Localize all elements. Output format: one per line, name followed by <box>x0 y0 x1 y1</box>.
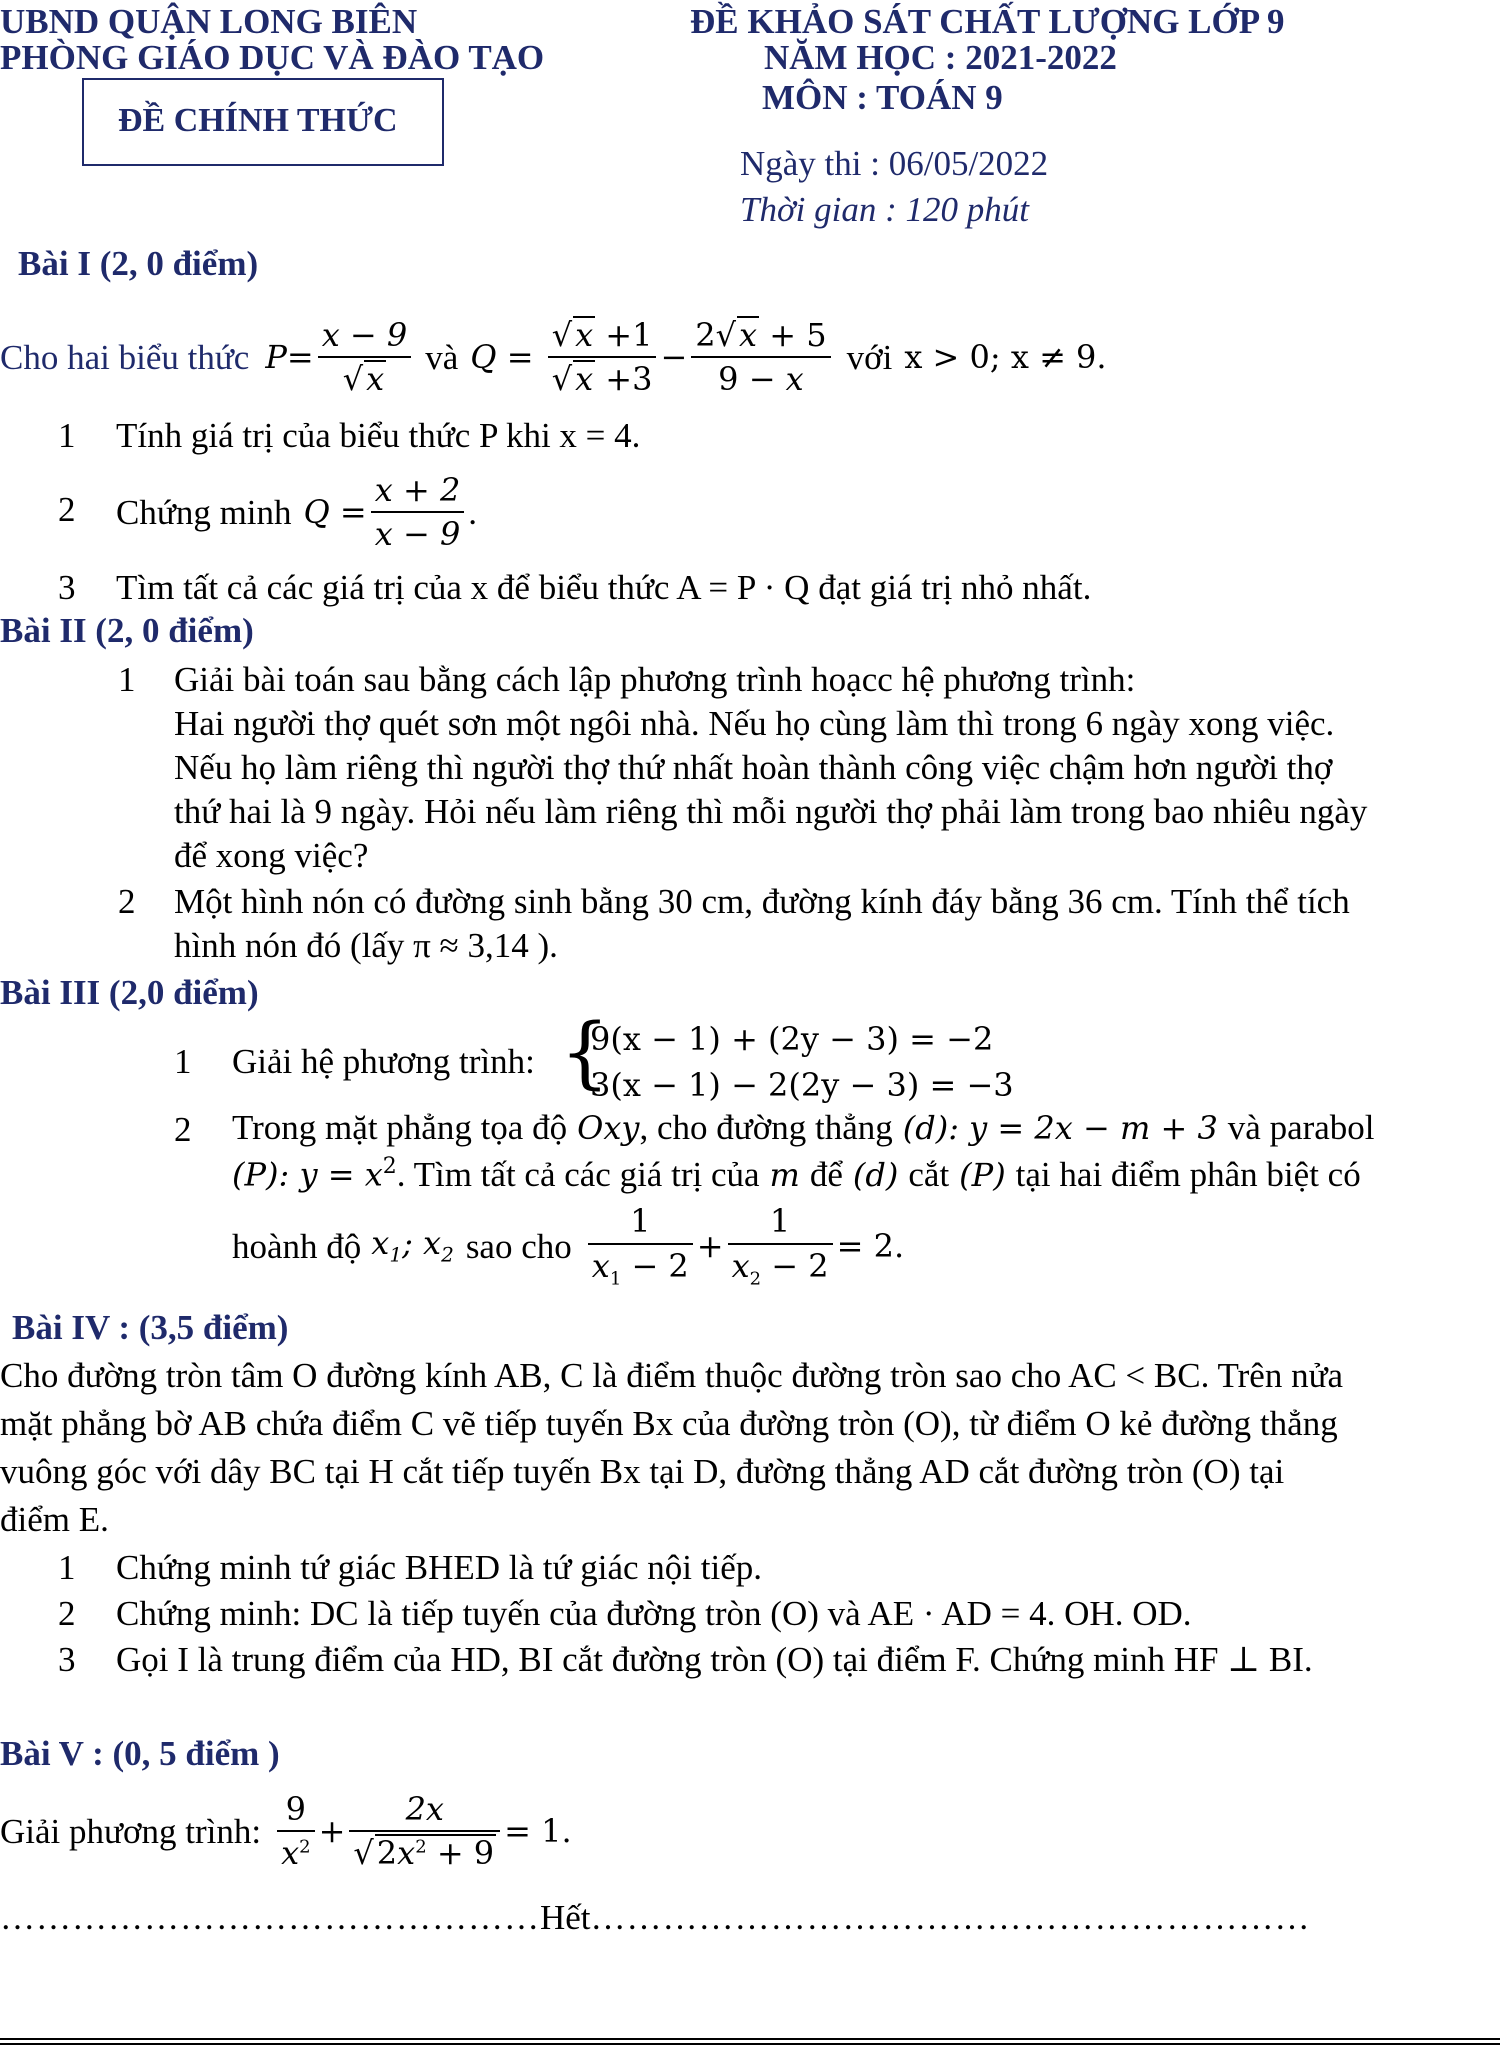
solve-text: Giải phương trình: <box>0 1811 262 1851</box>
q-number: 3 <box>58 1640 76 1679</box>
fraction-9-x2: $\frac{9}{x^2}$ <box>277 1790 315 1873</box>
q-number: 1 <box>174 1042 192 1081</box>
section-2-q2-line1: Một hình nón có đường sinh bằng 30 cm, đường kính đáy bằng 36 cm. Tính thể tích <box>174 882 1350 921</box>
section-2-q1-line5: để xong việc? <box>174 836 369 875</box>
section-4-q3: Gọi I là trung điểm của HD, BI cắt đường tròn (O) tại điểm F. Chứng minh HF ⊥ BI. <box>116 1640 1313 1679</box>
exam-duration: Thời gian : 120 phút <box>740 190 1029 229</box>
end-text: Hết <box>540 1898 591 1937</box>
section-4-title: Bài IV : (3,5 điểm) <box>12 1308 289 1347</box>
text: và parabol <box>1227 1108 1375 1147</box>
condition: x > 0; x ≠ 9. <box>904 338 1107 376</box>
text: hoành độ <box>232 1226 362 1266</box>
department-name: PHÒNG GIÁO DỤC VÀ ĐÀO TẠO <box>0 38 545 77</box>
math-line-d: (d): y = 2x − m + 3 <box>902 1109 1218 1147</box>
section-4-line3: vuông góc với dây BC tại H cắt tiếp tuyến Bx tại D, đường thẳng AD cắt đường tròn (O) tại <box>0 1452 1285 1491</box>
system-brace: { <box>560 1008 610 1098</box>
section-5-title: Bài V : (0, 5 điểm ) <box>0 1734 280 1773</box>
official-label: ĐỀ CHÍNH THỨC <box>118 102 398 139</box>
section-1-intro: Cho hai biểu thức P = $\frac{x - 9}{√x}$ và Q = $\frac{√x +1}{√x +3}$ − $\frac{2√x + 5}{9 - x}$ với x > 0; x ≠ 9. <box>0 315 1107 398</box>
math-parabola: (P): y = x <box>232 1155 383 1194</box>
q-number: 2 <box>118 882 136 921</box>
text: để <box>809 1154 843 1194</box>
intro-text-c: với <box>846 337 893 377</box>
text: sao cho <box>465 1226 572 1266</box>
dots-right: …………………………………………………… <box>590 1898 1311 1937</box>
q-number: 1 <box>118 660 136 699</box>
text: cắt <box>908 1154 950 1194</box>
text: . Tìm tất cả các giá trị của <box>396 1154 760 1194</box>
section-2-q2-line2: hình nón đó (lấy π ≈ 3,14 ). <box>174 926 558 965</box>
bottom-rule <box>0 2038 1500 2040</box>
section-2-q1-line1: Giải bài toán sau bằng cách lập phương trình hoạcc hệ phương trình: <box>174 660 1136 699</box>
q-number: 3 <box>58 568 76 607</box>
dots-left: ……………………………………… <box>0 1898 540 1937</box>
section-3-q2-line3: hoành độ $x_1$; $x_2$ sao cho $\frac{1}{x_1 - 2}$ + $\frac{1}{x_2 - 2}$ = 2. <box>232 1202 905 1290</box>
fraction-2x-sqrt: $\frac{2x}{√2x^2 + 9}$ <box>349 1790 500 1873</box>
fraction-P: $\frac{x - 9}{√x}$ <box>318 316 412 399</box>
school-year: NĂM HỌC : 2021-2022 <box>764 38 1117 77</box>
exam-title: ĐỀ KHẢO SÁT CHẤT LƯỢNG LỚP 9 <box>690 2 1285 41</box>
section-4-line2: mặt phẳng bờ AB chứa điểm C vẽ tiếp tuyến Bx của đường tròn (O), từ điểm O kẻ đường thẳng <box>0 1404 1338 1443</box>
fraction-Q-result: $\frac{x + 2}{x - 9}$ <box>371 471 465 554</box>
section-4-line1: Cho đường tròn tâm O đường kính AB, C là điểm thuộc đường tròn sao cho AC < BC. Trên nửa <box>0 1356 1344 1395</box>
section-2-q1-line4: thứ hai là 9 ngày. Hỏi nếu làm riêng thì mỗi người thợ phải làm trong bao nhiêu ngày <box>174 792 1368 831</box>
q-number: 1 <box>58 416 76 455</box>
section-2-title: Bài II (2, 0 điểm) <box>0 611 254 650</box>
fraction-x2: $\frac{1}{x_2 - 2}$ <box>728 1202 833 1289</box>
section-2-q1-line3: Nếu họ làm riêng thì người thợ thứ nhất hoàn thành công việc chậm hơn người thợ <box>174 748 1333 787</box>
section-3-q1: Giải hệ phương trình: <box>232 1042 535 1081</box>
section-3-q2-line1 <box>232 1110 1375 1145</box>
section-4-q1: Chứng minh tứ giác BHED là tứ giác nội tiếp. <box>116 1548 762 1587</box>
section-3-title: Bài III (2,0 điểm) <box>0 973 259 1012</box>
section-3-q2-line2: (P): $y = x^2$ . Tìm tất cả các giá trị của m để (d) cắt (P) tại hai điểm phân biệt có <box>232 1154 1361 1194</box>
bottom-rule <box>0 2043 1500 2045</box>
system-eq2: 3(x − 1) − 2(2y − 3) = −3 <box>590 1066 1014 1104</box>
end-marker <box>0 1900 1311 1935</box>
exam-date: Ngày thi : 06/05/2022 <box>740 144 1049 183</box>
section-1-q3: Tìm tất cả các giá trị của x để biểu thức A = P · Q đạt giá trị nhỏ nhất. <box>116 568 1092 607</box>
fraction-Q2: $\frac{2√x + 5}{9 - x}$ <box>691 316 830 399</box>
intro-text-a: Cho hai biểu thức <box>0 337 250 377</box>
equals-two: = 2. <box>836 1227 905 1265</box>
text: tại hai điểm phân biệt có <box>1015 1154 1361 1194</box>
intro-text-b: và <box>425 337 459 377</box>
q-number: 2 <box>58 1594 76 1633</box>
fraction-x1: $\frac{1}{x_1 - 2}$ <box>588 1202 693 1289</box>
subject: MÔN : TOÁN 9 <box>762 78 1003 117</box>
section-1-q2: Chứng minh Q = $\frac{x + 2}{x - 9}$ . <box>116 470 478 553</box>
system-eq1: 9(x − 1) + (2y − 3) = −2 <box>590 1020 994 1058</box>
text: Trong mặt phẳng tọa độ <box>232 1108 568 1147</box>
section-1-q1: Tính giá trị của biểu thức P khi x = 4. <box>116 416 641 455</box>
q-number: 1 <box>58 1548 76 1587</box>
section-4-line4: điểm E. <box>0 1500 109 1539</box>
fraction-Q1: $\frac{√x +1}{√x +3}$ <box>548 316 657 399</box>
prove-text: Chứng minh <box>116 492 292 532</box>
math: (d) <box>852 1155 899 1194</box>
q-number: 2 <box>58 490 76 529</box>
section-1-title: Bài I (2, 0 điểm) <box>18 244 259 283</box>
math: Oxy <box>577 1109 640 1147</box>
authority-name: UBND QUẬN LONG BIÊN <box>0 2 418 41</box>
math: (P) <box>959 1155 1006 1194</box>
section-4-q2: Chứng minh: DC là tiếp tuyến của đường tròn (O) và AE · AD = 4. OH. OD. <box>116 1594 1192 1633</box>
math: m <box>769 1155 800 1194</box>
equals-one: = 1. <box>504 1812 572 1850</box>
text: , cho đường thẳng <box>639 1108 893 1147</box>
section-5-equation: Giải phương trình: $\frac{9}{x^2}$ + $\frac{2x}{√2x^2 + 9}$ = 1. <box>0 1789 572 1872</box>
section-2-q1-line2: Hai người thợ quét sơn một ngôi nhà. Nếu họ cùng làm thì trong 6 ngày xong việc. <box>174 704 1335 743</box>
q-number: 2 <box>174 1110 192 1149</box>
